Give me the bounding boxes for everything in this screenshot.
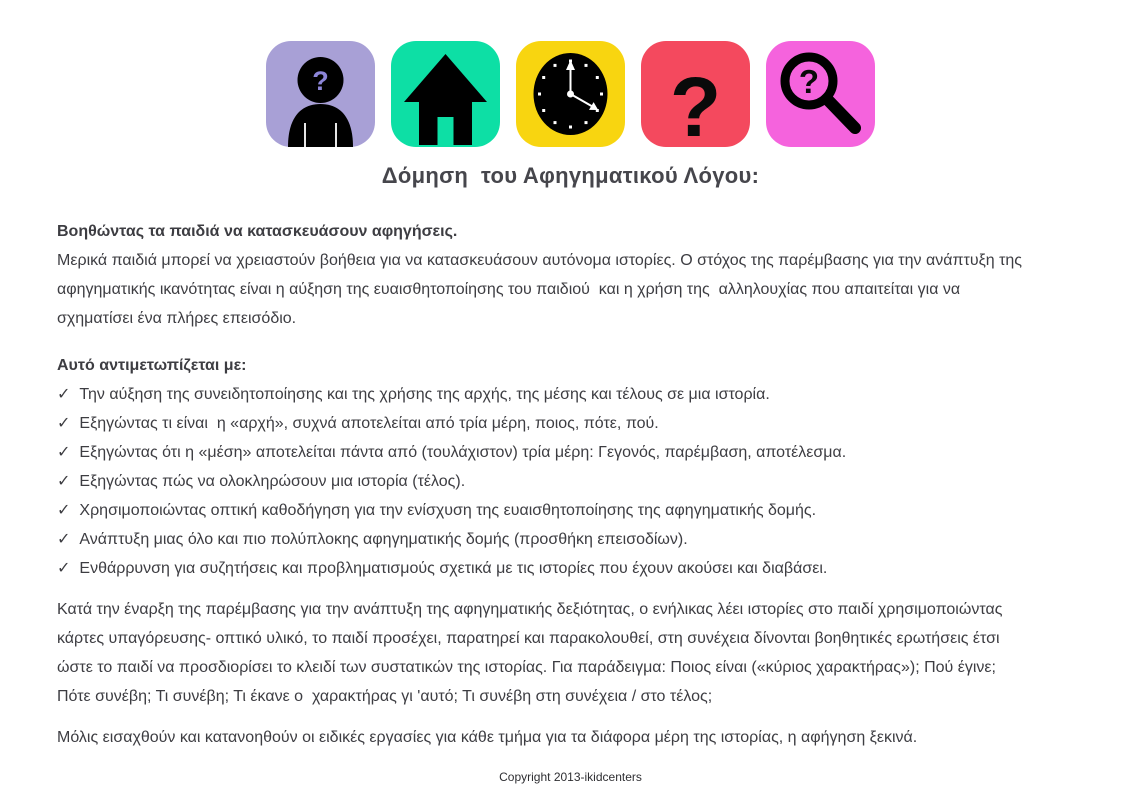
checklist-item-text: Εξηγώντας τι είναι η «αρχή», συχνά αποτελείται από τρία μέρη, ποιος, πότε, πού. (79, 415, 659, 432)
clock-icon (516, 41, 625, 147)
house-icon (391, 41, 500, 147)
svg-text:?: ? (312, 66, 329, 96)
checklist (57, 380, 1022, 583)
intro-heading: Βοηθώντας τα παιδιά να κατασκευάσουν αφηγήσεις. (57, 223, 458, 240)
checklist-item (57, 438, 1022, 467)
checklist-item (57, 525, 1022, 554)
check-icon: ✓ (57, 444, 71, 461)
checklist-item (57, 467, 1022, 496)
svg-text:?: ? (798, 63, 820, 100)
process-paragraph (57, 595, 1022, 711)
check-icon: ✓ (57, 560, 71, 577)
checklist-item (57, 554, 1022, 583)
checklist-item-text: Χρησιμοποιώντας οπτική καθοδήγηση για την ενίσχυση της ευαισθητοποίησης της αφηγηματικής δομής. (79, 502, 817, 519)
check-icon: ✓ (57, 415, 71, 432)
checklist-item-text: Ανάπτυξη μιας όλο και πιο πολύπλοκης αφηγηματικής δομής (προσθήκη επεισοδίων). (79, 531, 688, 548)
list-heading: Αυτό αντιμετωπίζεται με: (57, 357, 247, 374)
question-mark-icon (641, 41, 750, 147)
check-icon: ✓ (57, 386, 71, 403)
checklist-item-text: Ενθάρρυνση για συζητήσεις και προβληματισμούς σχετικά με τις ιστορίες που έχουν ακούσει και διαβάσει. (79, 560, 828, 577)
check-icon: ✓ (57, 531, 71, 548)
checklist-item (57, 496, 1022, 525)
check-icon: ✓ (57, 502, 71, 519)
process-line: Κατά την έναρξη της παρέμβασης για την ανάπτυξη της αφηγηματικής δεξιότητας, ο ενήλικας λέει ιστορίες στο παιδί χρησιμοποιώντας κάρτες υπαγόρευσης- οπτικό υλικό, το παιδί προσέχει, παρατηρεί και παρακολουθεί, στη συνέχεια δίνονται βοηθητικές ερωτήσεις έτσι ώστε το παιδί να προσδιορίσει το κλειδί των συστατικών της ιστορίας. Για παράδειγμα: Ποιος είναι («κύριος χαρακτήρας»); Πού έγινε; (57, 601, 1007, 676)
main-content (57, 217, 1027, 752)
closing-paragraph: Μόλις εισαχθούν και κατανοηθούν οι ειδικές εργασίες για κάθε τμήμα για τα διάφορα μέρη της ιστορίας, η αφήγηση ξεκινά. (57, 729, 918, 746)
icon-tile-row (0, 0, 1141, 147)
magnifier-question-icon (766, 41, 875, 147)
check-icon: ✓ (57, 473, 71, 490)
process-line: Πότε συνέβη; Τι συνέβη; Τι έκανε ο χαρακτήρας γι 'αυτό; Τι συνέβη στη συνέχεια / στο τέλος; (57, 688, 713, 705)
checklist-item-text: Εξηγώντας πώς να ολοκληρώσουν μια ιστορία (τέλος). (79, 473, 466, 490)
checklist-item (57, 409, 1022, 438)
intro-paragraph: Μερικά παιδιά μπορεί να χρειαστούν βοήθεια για να κατασκευάσουν αυτόνομα ιστορίες. Ο στόχος της παρέμβασης για την ανάπτυξη της αφηγηματικής ικανότητας είναι η αύξηση της ευαισθητοποίησης του παιδιού και η χρήση της αλληλουχίας που απαιτείται για να σχηματίσει ένα πλήρες επεισόδιο. (57, 252, 1027, 327)
person-question-icon (266, 41, 375, 147)
copyright: Copyright 2013-ikidcenters (499, 770, 642, 784)
svg-text:?: ? (669, 60, 722, 147)
checklist-item-text: Την αύξηση της συνειδητοποίησης και της χρήσης της αρχής, της μέσης και τέλους σε μια ιστορία. (79, 386, 770, 403)
checklist-item-text: Εξηγώντας ότι η «μέση» αποτελείται πάντα από (τουλάχιστον) τρία μέρη: Γεγονός, παρέμβαση, αποτέλεσμα. (79, 444, 847, 461)
page-title: Δόμηση του Αφηγηματικού Λόγου: (381, 163, 760, 188)
checklist-item (57, 380, 1022, 409)
